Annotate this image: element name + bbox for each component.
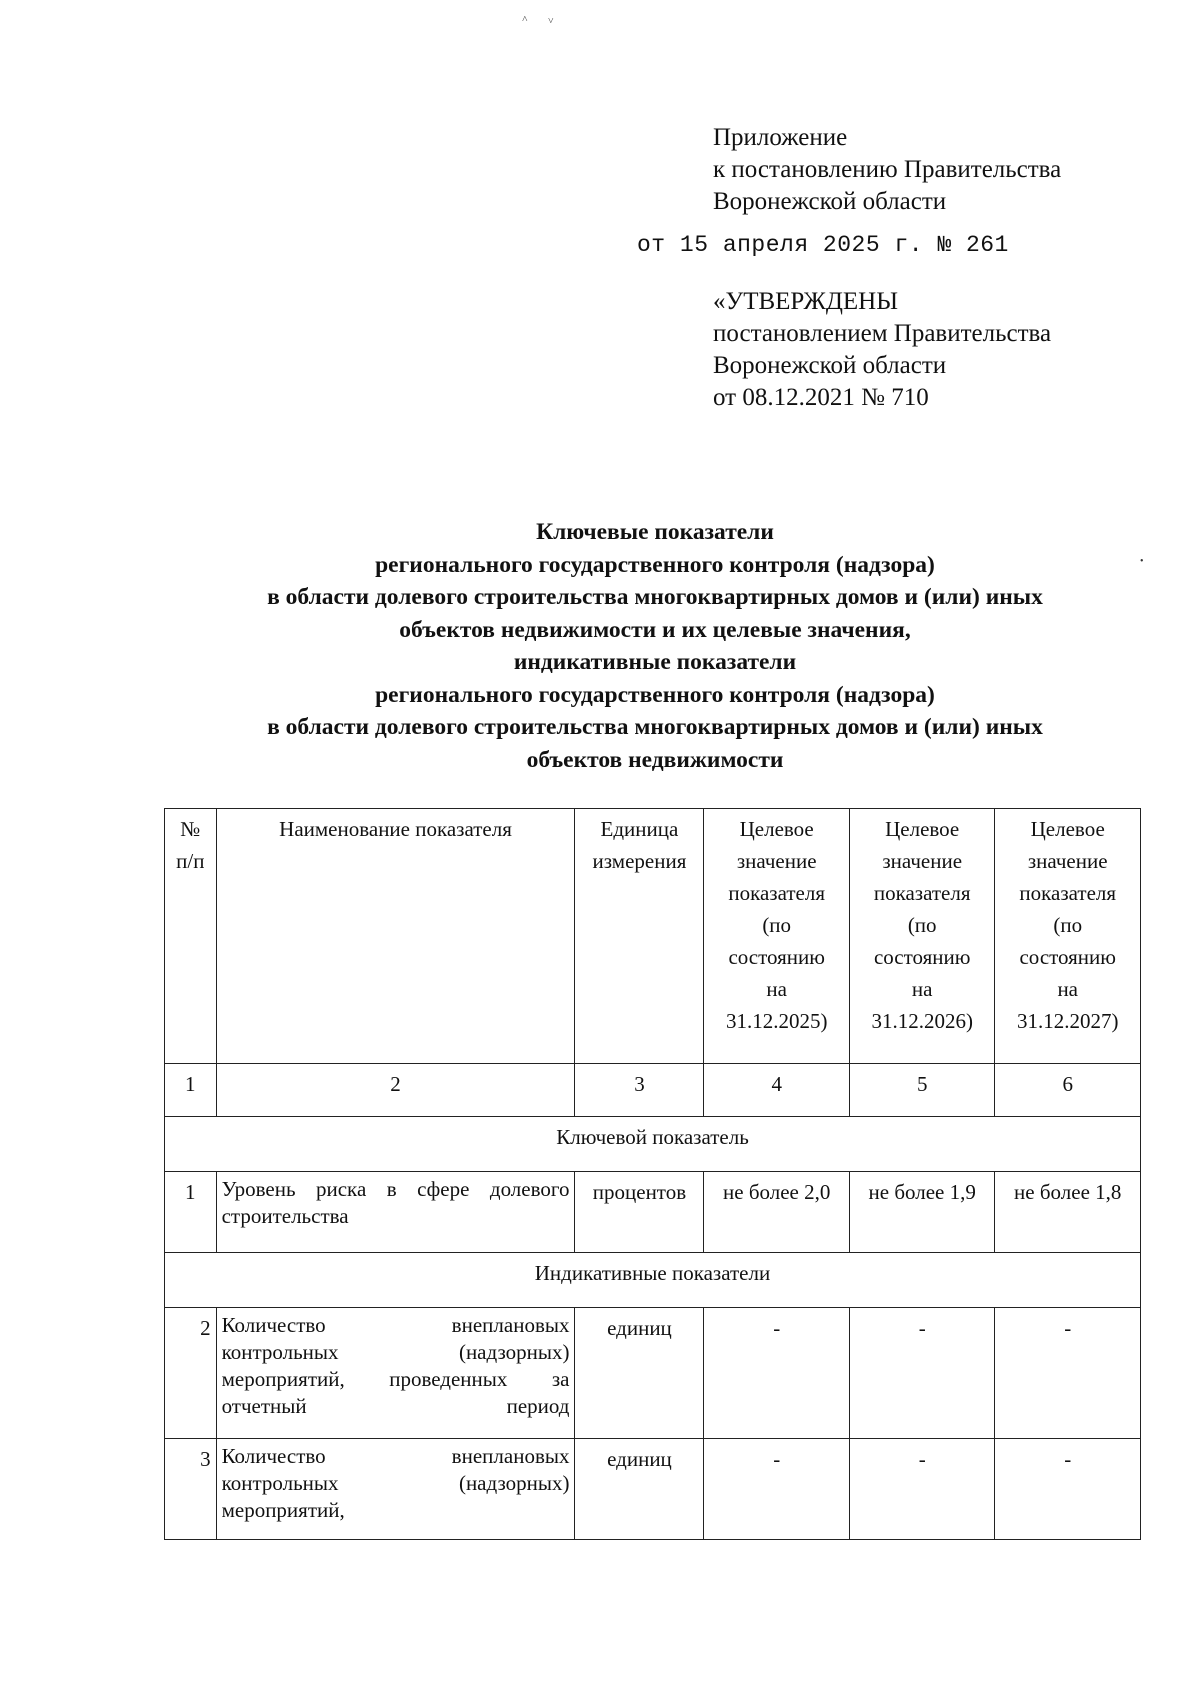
header-text: 31.12.2026)	[871, 1009, 973, 1033]
header-text: (по	[907, 913, 937, 937]
header-name	[216, 809, 575, 1064]
indicators-table	[164, 808, 1141, 1540]
row-unit: единиц	[575, 1308, 704, 1439]
table-row	[165, 1439, 1141, 1540]
header-text: состоянию	[1019, 945, 1116, 969]
column-number: 5	[849, 1064, 995, 1117]
approved-block	[713, 286, 1051, 414]
header-text: 31.12.2025)	[725, 1009, 828, 1033]
title-line: объектов недвижимости и их целевые значения,	[399, 616, 911, 643]
header-text: измерения	[592, 849, 687, 873]
header-text: состоянию	[728, 945, 825, 969]
header-text: (по	[762, 913, 792, 937]
header-target-2026	[849, 809, 995, 1064]
header-text: Целевое	[1030, 817, 1105, 841]
header-unit	[575, 809, 704, 1064]
scan-speck: ˄	[522, 14, 528, 25]
row-num: 2	[165, 1308, 217, 1439]
column-number: 3	[575, 1064, 704, 1117]
title-line: Ключевые показатели	[536, 519, 774, 545]
row-name-text: Количество внеплановых контрольных (надзорных) мероприятий,	[221, 1444, 570, 1522]
column-number-row	[165, 1064, 1141, 1117]
header-text: показателя	[873, 881, 971, 905]
header-text: значение	[1027, 849, 1108, 873]
header-text: (по	[1053, 913, 1083, 937]
header-text: на	[1057, 977, 1078, 1001]
row-unit: процентов	[575, 1172, 704, 1253]
row-unit: единиц	[575, 1439, 704, 1540]
header-text: №	[180, 817, 201, 841]
section-row	[165, 1117, 1141, 1172]
header-text: на	[766, 977, 787, 1001]
row-name-text: Уровень риска в сфере долевого строительства	[221, 1177, 570, 1228]
row-name	[216, 1439, 575, 1540]
header-text: Наименование показателя	[279, 817, 512, 841]
header-text: Единица	[600, 817, 679, 841]
header-text: Целевое	[885, 817, 960, 841]
column-number: 2	[216, 1064, 575, 1117]
row-value-2026: -	[849, 1308, 995, 1439]
document-title	[0, 516, 1200, 776]
table-row	[165, 1172, 1141, 1253]
column-number: 6	[995, 1064, 1141, 1117]
row-value-2027: -	[995, 1439, 1141, 1540]
order-number: от 15 апреля 2025 г. № 261	[637, 232, 1009, 258]
table-row	[165, 1308, 1141, 1439]
header-text: значение	[882, 849, 963, 873]
approved-line: от 08.12.2021 № 710	[713, 384, 929, 411]
header-text: показателя	[728, 881, 826, 905]
row-value-2025: -	[704, 1439, 850, 1540]
header-target-2025	[704, 809, 850, 1064]
header-num	[165, 809, 217, 1064]
title-line: в области долевого строительства многоквартирных домов и (или) иных	[267, 584, 1043, 610]
header-text: п/п	[176, 849, 205, 873]
title-line: регионального государственного контроля (надзора)	[375, 551, 935, 578]
scan-speck: •	[1140, 556, 1144, 567]
section-key-title: Ключевой показатель	[165, 1117, 1141, 1172]
title-line: индикативные показатели	[513, 649, 797, 675]
header-text: показателя	[1019, 881, 1117, 905]
row-value-2025: не более 2,0	[704, 1172, 850, 1253]
row-value-2027: не более 1,8	[995, 1172, 1141, 1253]
approved-line: постановлением Правительства	[713, 320, 1052, 347]
row-name	[216, 1172, 575, 1253]
header-text: Целевое	[739, 817, 814, 841]
row-value-2026: -	[849, 1439, 995, 1540]
row-num: 3	[165, 1439, 217, 1540]
table-header-row	[165, 809, 1141, 1064]
title-line: регионального государственного контроля (надзора)	[375, 681, 935, 708]
scan-speck: ˅	[548, 16, 554, 27]
row-value-2026: не более 1,9	[849, 1172, 995, 1253]
approved-line: Воронежской области	[713, 352, 947, 379]
column-number: 1	[165, 1064, 217, 1117]
header-text: состоянию	[873, 945, 971, 969]
section-row	[165, 1253, 1141, 1308]
row-num: 1	[165, 1172, 217, 1253]
title-line: в области долевого строительства многоквартирных домов и (или) иных	[267, 714, 1043, 740]
header-target-2027	[995, 809, 1141, 1064]
approved-line: «УТВЕРЖДЕНЫ	[713, 288, 899, 315]
header-text: на	[911, 977, 933, 1001]
appendix-line: к постановлению Правительства	[713, 156, 1062, 183]
section-indicative-title: Индикативные показатели	[165, 1253, 1141, 1308]
column-number: 4	[704, 1064, 850, 1117]
header-text: 31.12.2027)	[1016, 1009, 1119, 1033]
header-text: значение	[736, 849, 817, 873]
appendix-block	[713, 122, 1061, 218]
row-name-text: Количество внеплановых контрольных (надзорных) мероприятий, проведенных за отчетный период	[221, 1313, 570, 1418]
row-value-2025: -	[704, 1308, 850, 1439]
row-name	[216, 1308, 575, 1439]
appendix-line: Воронежской области	[713, 188, 947, 215]
title-line: объектов недвижимости	[526, 746, 784, 773]
appendix-line: Приложение	[713, 124, 848, 151]
row-value-2027: -	[995, 1308, 1141, 1439]
